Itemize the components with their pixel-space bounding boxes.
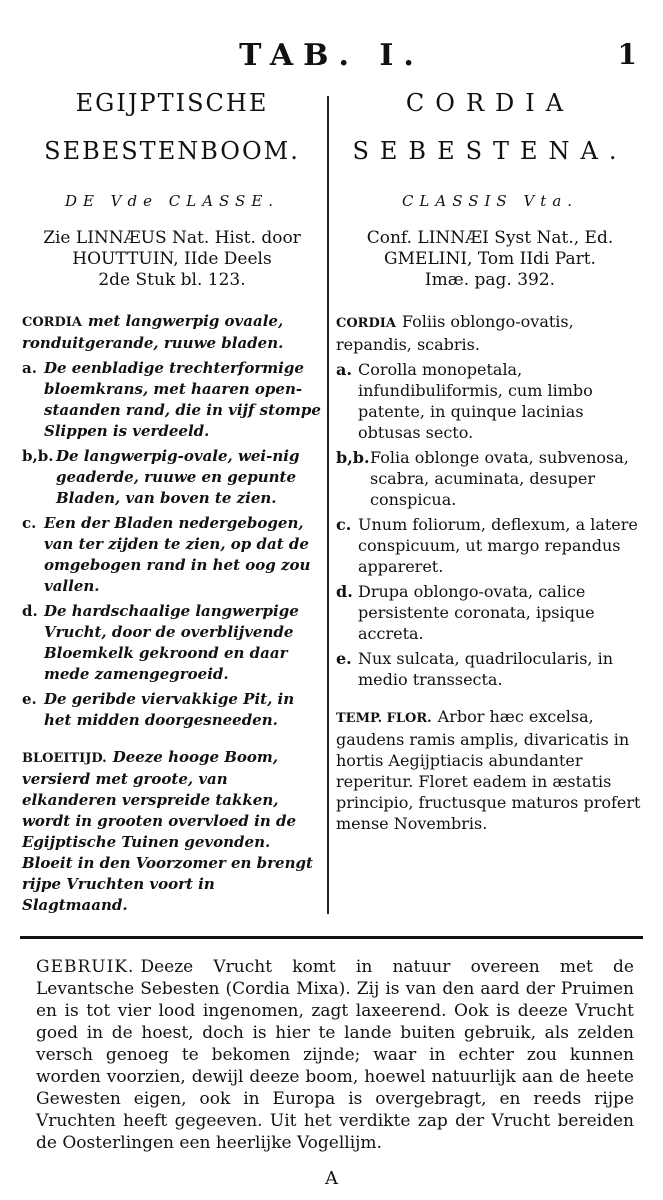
dutch-title-line2: SEBESTENBOOM. — [44, 137, 300, 165]
section-rule — [20, 936, 643, 939]
latin-reference — [336, 228, 644, 291]
dutch-entry-text: Een der Bladen nedergebogen, van ter zijden te zien, op dat de omgebogen rand in het oog zou vallen. — [44, 514, 311, 595]
usage-label: GEBRUIK. — [36, 957, 135, 977]
dutch-classe: DE Vde CLASSE. — [64, 192, 280, 210]
plate-title: TAB. I. — [239, 38, 424, 73]
dutch-entry-text: De langwerpig-ovale, wei-nig geaderde, ruuwe en gepunte Bladen, van boven te zien. — [56, 447, 300, 507]
latin-entry-d — [336, 581, 644, 644]
latin-entry-marker: c. — [336, 515, 352, 534]
dutch-lead-label: CORDIA — [22, 315, 82, 330]
latin-ref-line2: GMELINI, Tom IIdi Part. — [384, 249, 596, 269]
latin-entry-e — [336, 648, 644, 690]
dutch-entry-c — [22, 513, 322, 597]
latin-ref-line3: Imæ. pag. 392. — [424, 270, 556, 290]
usage-paragraph — [36, 956, 634, 1154]
dutch-entry-text: De geribde viervakkige Pit, in het midden doorgesneeden. — [44, 690, 295, 729]
dutch-column — [22, 88, 322, 920]
dutch-entry-text: De hardschaalige langwerpige Vrucht, door de overblijvende Bloemkelk gekroond en daar mede zamengegroeid. — [44, 602, 299, 683]
latin-entry-text: Nux sulcata, quadrilocularis, in medio transsecta. — [358, 649, 614, 689]
latin-title-line1: CORDIA — [405, 89, 575, 117]
dutch-entry-marker: e. — [22, 690, 37, 708]
dutch-entries — [22, 311, 322, 916]
dutch-entry-a — [22, 358, 322, 442]
latin-classe: CLASSIS Vta. — [401, 192, 579, 210]
latin-entry-marker: a. — [336, 360, 352, 379]
dutch-entry-marker: c. — [22, 514, 37, 532]
temp-flor-label: TEMP. FLOR. — [336, 711, 432, 726]
usage-text: Deeze Vrucht komt in natuur overeen met de Levantsche Sebesten (Cordia Mixa). Zij is van den aard der Pruimen en is tot vier lood ingenomen, zagt laxeerend. Ook is deeze Vrucht goed in de hoest, doch is hier te lande buiten gebruik, als zelden versch genoeg te bekomen zijnde; waar in echter zou kunnen worden voorzien, dewijl deeze boom, hoewel natuurlijk aan de heete Gewesten eigen, ook in Europa is overgebragt, en reeds rijpe Vruchten heeft gegeeven. Uit het verdikte zap der Vrucht bereiden de Oosterlingen een heerlijke Vogellijm. — [36, 957, 634, 1153]
dutch-entry-lead — [22, 311, 322, 354]
dutch-reference — [22, 228, 322, 291]
latin-entry-c — [336, 514, 644, 577]
latin-entry-marker: b,b. — [336, 448, 370, 467]
spacer — [22, 735, 322, 747]
latin-column — [336, 88, 644, 838]
latin-entry-marker: d. — [336, 582, 353, 601]
latin-entry-a — [336, 359, 644, 443]
latin-entry-text: Drupa oblongo-ovata, calice persistente coronata, ipsique accreta. — [358, 582, 595, 643]
page-number: 1 — [617, 38, 637, 71]
latin-entry-bb — [336, 447, 644, 510]
signature-mark: A — [325, 1168, 338, 1189]
bloeitijd-text: Deeze hooge Boom, versierd met groote, van elkanderen verspreide takken, wordt in grooten overvloed in de Egijptische Tuinen gevonden. Bloeit in den Voorzomer en brengt rijpe Vruchten voort in Slagtmaand. — [22, 748, 313, 914]
spacer — [336, 694, 644, 706]
bloeitijd-label: BLOEITIJD. — [22, 751, 107, 766]
dutch-bloeitijd — [22, 747, 322, 916]
dutch-entry-bb — [22, 446, 322, 509]
page-header — [0, 38, 663, 82]
dutch-entry-text: De eenbladige trechterformige bloemkrans, met haaren open-staanden rand, die in vijf stompe Slippen is verdeeld. — [44, 359, 321, 440]
dutch-ref-line1: Zie LINNÆUS Nat. Hist. door — [43, 228, 301, 248]
dutch-entry-marker: b,b. — [22, 447, 54, 465]
latin-entry-text: Unum foliorum, deflexum, a latere conspicuum, ut margo repandus appareret. — [358, 515, 638, 576]
latin-entry-text: Corolla monopetala, infundibuliformis, cum limbo patente, in quinque lacinias obtusas secto. — [358, 360, 593, 442]
dutch-entry-d — [22, 601, 322, 685]
temp-flor-text: Arbor hæc excelsa, gaudens ramis amplis, divaricatis in hortis Aegijptiacis abundanter reperitur. Floret eadem in æstatis principio, fructusque maturos profert mense Novembris. — [336, 707, 641, 833]
dutch-lead-text: met langwerpig ovaale, ronduitgerande, ruuwe bladen. — [22, 312, 284, 352]
latin-entries — [336, 311, 644, 834]
latin-lead-label: CORDIA — [336, 316, 396, 331]
dutch-entry-marker: a. — [22, 359, 37, 377]
dutch-entry-marker: d. — [22, 602, 38, 620]
latin-entry-lead — [336, 311, 644, 355]
latin-entry-marker: e. — [336, 649, 352, 668]
dutch-title-line1: EGIJPTISCHE — [75, 89, 269, 117]
column-divider — [327, 96, 329, 914]
latin-title-line2: SEBESTENA. — [352, 137, 628, 165]
latin-entry-text: Folia oblonge ovata, subvenosa, scabra, acuminata, desuper conspicua. — [370, 448, 629, 509]
latin-ref-line1: Conf. LINNÆI Syst Nat., Ed. — [366, 228, 614, 248]
dutch-ref-line3: 2de Stuk bl. 123. — [98, 270, 246, 290]
latin-temp-flor — [336, 706, 644, 834]
dutch-ref-line2: HOUTTUIN, IIde Deels — [72, 249, 272, 269]
dutch-entry-e — [22, 689, 322, 731]
latin-lead-text: Foliis oblongo-ovatis, repandis, scabris. — [336, 312, 574, 354]
